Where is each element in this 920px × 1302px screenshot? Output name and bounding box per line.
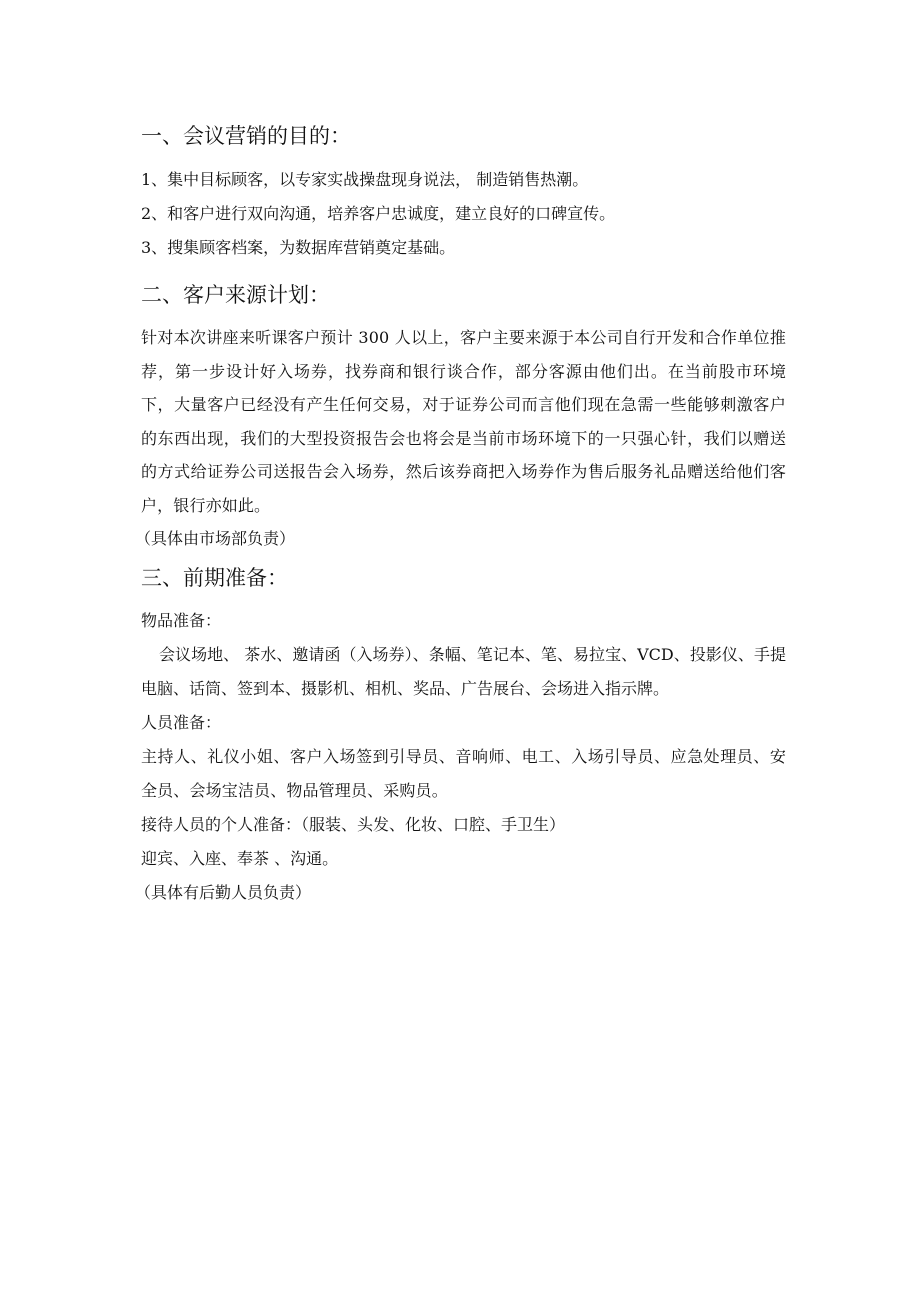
section3-note: （具体有后勤人员负责） [135,883,312,902]
personal-prep: 接待人员的个人准备：（服装、头发、化妆、口腔、手卫生） [141,815,566,834]
section1-item-1: 1、集中目标顾客，以专家实战操盘现身说法， 制造销售热潮。 [141,170,589,189]
section2-note: （具体由市场部负责） [135,529,296,548]
document-page [135,116,786,910]
staff-label: 人员准备： [141,713,222,732]
section3-heading: 三、前期准备： [141,566,288,590]
section2-heading: 二、客户来源计划： [141,283,330,307]
materials-text: 会议场地、 茶水、邀请函（入场券）、条幅、笔记本、笔、易拉宝、VCD、投影仪、手提电脑、话筒、签到本、摄影机、相机、奖品、广告展台、会场进入指示牌。 [141,645,786,698]
section1-item-2: 2、和客户进行双向沟通，培养客户忠诚度，建立良好的口碑宣传。 [141,204,616,223]
section1-heading: 一、会议营销的目的： [141,124,351,148]
materials-label: 物品准备： [141,611,222,630]
section1-item-3: 3、搜集顾客档案，为数据库营销奠定基础。 [141,238,456,257]
staff-text: 主持人、礼仪小姐、客户入场签到引导员、音响师、电工、入场引导员、应急处理员、安全员、会场宝洁员、物品管理员、采购员。 [141,747,786,800]
section2-paragraph: 针对本次讲座来听课客户预计 300 人以上，客户主要来源于本公司自行开发和合作单位推荐，第一步设计好入场券，找券商和银行谈合作，部分客源由他们出。在当前股市环境下，大量客户已经没有产生任何交易，对于证券公司而言他们现在急需一些能够刺激客户的东西出现，我们的大型投资报告会也将会是当前市场环境下的一只强心针，我们以赠送的方式给证券公司送报告会入场券，然后该券商把入场券作为售后服务礼品赠送给他们客户，银行亦如此。 [141,328,786,515]
service-steps: 迎宾、入座、奉茶 、沟通。 [141,849,339,868]
